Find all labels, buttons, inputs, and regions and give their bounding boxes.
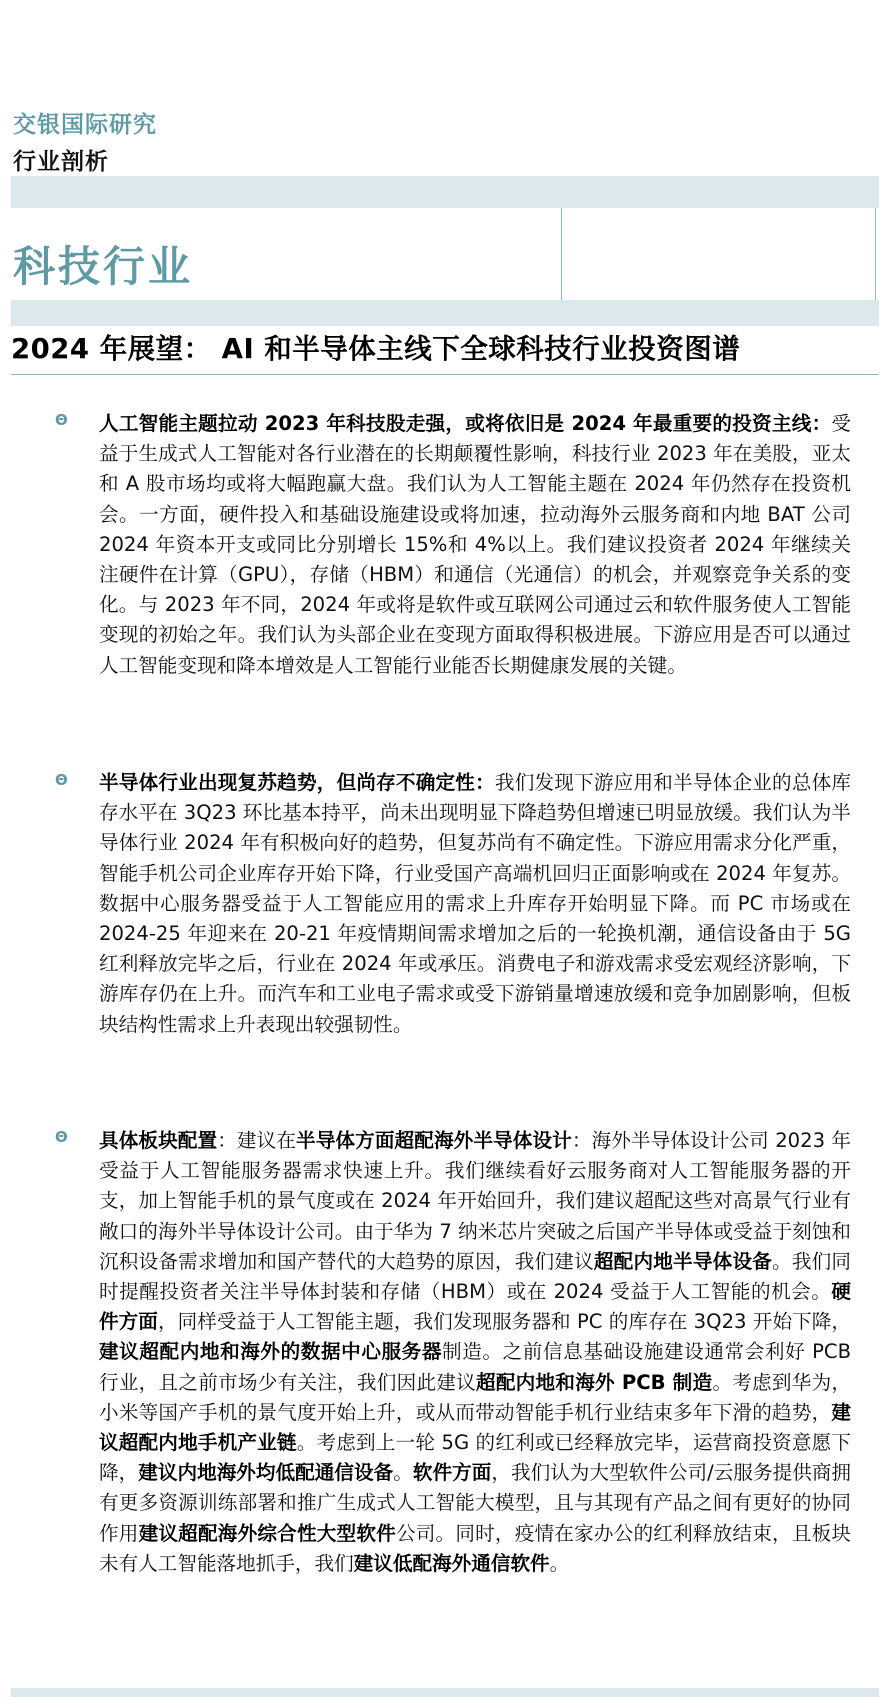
section-allocation: [99, 1126, 851, 1579]
body-text: ，同样受益于人工智能主题，我们发现服务器和 PC 的库存在 3Q23 开始下降，: [157, 1310, 852, 1334]
emphasis-text: 人工智能主题拉动 2023 年科技股走强，或将依旧是 2024 年最重要的投资主线：: [99, 412, 832, 435]
body-text: 公司。同时，疫情在家办公的红利释放结束，且板块未有人工智能落地抓手，我们: [99, 1521, 852, 1575]
body-text: 。考虑到华为，小米等国产手机的景气度开始上升，或从而带动智能手机行业结束多年下滑的趋势，: [99, 1370, 852, 1424]
header-band-bottom: [11, 300, 879, 326]
bullet-icon: Θ: [55, 771, 68, 789]
emphasis-text: 超配内地和海外 PCB 制造: [475, 1370, 713, 1394]
title-right-line: [875, 208, 876, 300]
emphasis-text: 建议内地海外均低配通信设备: [138, 1461, 394, 1485]
report-headline: 2024 年展望： AI 和半导体主线下全球科技行业投资图谱: [11, 333, 741, 365]
body-text: 我们发现下游应用和半导体企业的总体库存水平在 3Q23 环比基本持平，尚未出现明显下降趋势但增速已明显放缓。我们认为半导体行业 2024 年有积极向好的趋势，但复苏尚有不确定性。下游应用需求分化严重，智能手机公司企业库存开始下降，行业受国产高端机回归正面影响或在 2024 年复苏。数据中心服务器受益于人工智能应用的需求上升库存开始明显下降。而 PC 市场或在2024-25 年迎来在 20-21 年疫情期间需求增加之后的一轮换机潮，通信设备由于 5G 红利释放完毕之后，行业在 2024 年或承压。消费电子和游戏需求受宏观经济影响，下游库存仍在上升。而汽车和工业电子需求或受下游销量增速放缓和竞争加剧影响，但板块结构性需求上升表现出较强韧性。: [99, 771, 852, 1036]
body-text: 。: [549, 1551, 570, 1575]
header-band-top: [11, 176, 879, 208]
body-text: ，我们认为大型软件公司/云服务提供商拥有更多资源训练部署和推广生成式人工智能大模型，且与其现有产品之间有更好的协同作用: [99, 1461, 852, 1545]
report-type: 行业剖析: [13, 149, 109, 175]
emphasis-text: 建议超配内地和海外的数据中心服务器: [99, 1340, 443, 1364]
body-text: 制造。之前信息基础设施建设通常会利好 PCB 行业，且之前市场少有关注，我们因此建议: [99, 1340, 852, 1394]
headline-rule: [11, 374, 879, 375]
emphasis-text: 半导体行业出现复苏趋势，但尚存不确定性：: [99, 771, 495, 794]
body-text: ：海外半导体设计公司 2023 年受益于人工智能服务器需求快速上升。我们继续看好云服务商对人工智能服务器的开支，加上智能手机的景气度或在 2024 年开始回升，我们建议超配这些对高景气行业有敞口的海外半导体设计公司。由于华为 7 纳米芯片突破之后国产半导体或受益于刻蚀和沉积设备需求增加和国产替代的大趋势的原因，我们建议: [99, 1129, 852, 1273]
bullet-icon: Θ: [55, 411, 68, 429]
emphasis-text: 建议超配海外综合性大型软件: [138, 1521, 396, 1545]
emphasis-text: 建议低配海外通信软件: [353, 1551, 550, 1575]
brand-name: 交银国际研究: [13, 112, 157, 138]
body-text: 受益于生成式人工智能对各行业潜在的长期颠覆性影响，科技行业 2023 年在美股，亚太和 A 股市场均或将大幅跑赢大盘。我们认为人工智能主题在 2024 年仍然存在投资机会。一方面，硬件投入和基础设施建设或将加速，拉动海外云服务商和内地 BAT 公司 2024 年资本开支或同比分别增长 15%和 4%以上。我们建议投资者 2024 年继续关注硬件在计算（GPU），存储（HBM）和通信（光通信）的机会，并观察竞争关系的变化。与 2023 年不同，2024 年或将是软件或互联网公司通过云和软件服务使人工智能变现的初始之年。我们认为头部企业在变现方面取得积极进展。下游应用是否可以通过人工智能变现和降本增效是人工智能行业能否长期健康发展的关键。: [99, 412, 851, 677]
emphasis-text: 具体板块配置: [99, 1129, 218, 1152]
emphasis-text: 超配内地半导体设备: [593, 1249, 773, 1273]
emphasis-text: 建议超配内地手机产业链: [99, 1400, 851, 1455]
section-ai: [99, 409, 851, 681]
footer-band: [11, 1688, 879, 1697]
emphasis-text: 软件方面: [412, 1461, 492, 1485]
body-text: ：建议在: [217, 1129, 297, 1152]
title-divider: [561, 208, 562, 300]
body-text: 。我们同时提醒投资者关注半导体封装和存储（HBM）或在 2024 受益于人工智能的机会。: [99, 1249, 852, 1304]
body-text: 。考虑到上一轮 5G 的红利或已经释放完毕，运营商投资意愿下降，: [99, 1431, 852, 1485]
body-text: 。: [393, 1461, 413, 1485]
bullet-icon: Θ: [55, 1128, 68, 1146]
sector-title: 科技行业: [13, 242, 194, 291]
section-semiconductor: [99, 768, 851, 1040]
emphasis-text: 硬件方面: [99, 1280, 851, 1334]
emphasis-text: 半导体方面超配海外半导体设计: [296, 1129, 572, 1152]
